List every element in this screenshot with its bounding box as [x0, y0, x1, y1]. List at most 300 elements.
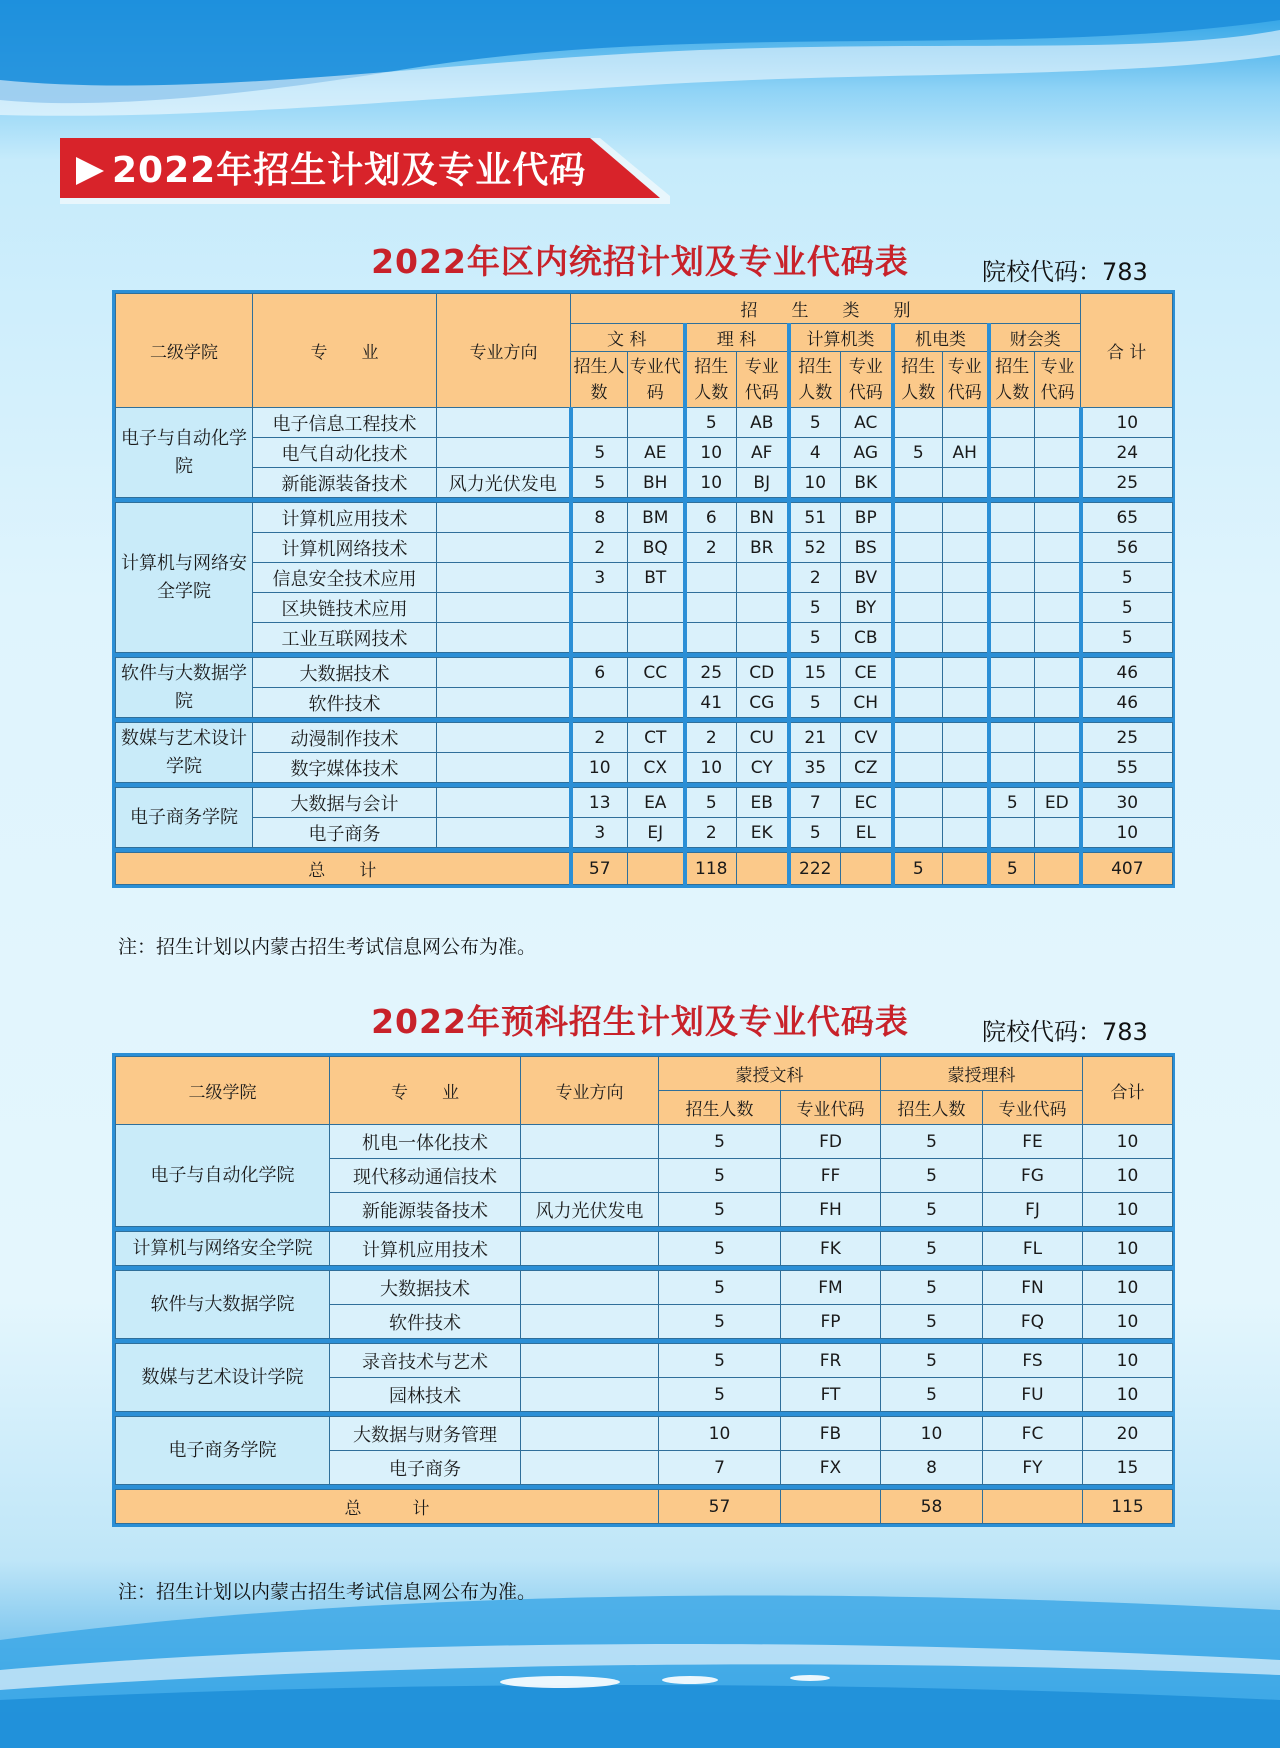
value-cell: 7 [659, 1451, 781, 1485]
t1-group-header: 文 科 [571, 324, 685, 352]
value-cell: FS [983, 1344, 1083, 1378]
value-cell [893, 658, 943, 688]
table-row [116, 563, 1173, 593]
total-row [116, 1490, 1173, 1524]
table1-school-code: 院校代码：783 [982, 258, 1148, 286]
value-cell: AG [841, 438, 893, 468]
value-cell: 10 [1083, 1193, 1173, 1227]
value-cell: 25 [1081, 723, 1173, 753]
value-cell: FR [781, 1344, 881, 1378]
total-value [737, 853, 789, 885]
value-cell: 7 [789, 788, 841, 818]
value-cell: FL [983, 1232, 1083, 1266]
value-cell: 2 [571, 723, 628, 753]
major-cell: 计算机网络技术 [253, 533, 437, 563]
total-value [1035, 853, 1081, 885]
t1-group-header: 计算机类 [789, 324, 893, 352]
value-cell: BK [841, 468, 893, 498]
value-cell: CY [737, 753, 789, 783]
value-cell: FE [983, 1125, 1083, 1159]
value-cell: 10 [1083, 1271, 1173, 1305]
direction-cell [521, 1125, 659, 1159]
total-value: 58 [881, 1490, 983, 1524]
value-cell [571, 593, 628, 623]
table-row [116, 753, 1173, 783]
value-cell: 5 [881, 1232, 983, 1266]
major-cell: 大数据与财务管理 [330, 1417, 521, 1451]
value-cell [1035, 563, 1081, 593]
value-cell [737, 623, 789, 653]
value-cell: FH [781, 1193, 881, 1227]
major-cell: 机电一体化技术 [330, 1125, 521, 1159]
value-cell: 5 [1081, 593, 1173, 623]
value-cell [989, 593, 1035, 623]
table1-title: 2022年区内统招计划及专业代码表 [371, 242, 909, 281]
direction-cell [521, 1451, 659, 1485]
value-cell [628, 623, 685, 653]
value-cell: EL [841, 818, 893, 848]
value-cell [943, 658, 989, 688]
value-cell: BS [841, 533, 893, 563]
total-value: 222 [789, 853, 841, 885]
value-cell [893, 723, 943, 753]
major-cell: 电子信息工程技术 [253, 408, 437, 438]
value-cell: BH [628, 468, 685, 498]
table1-note: 注：招生计划以内蒙古招生考试信息网公布为准。 [118, 936, 537, 958]
value-cell [893, 408, 943, 438]
major-cell: 大数据技术 [330, 1271, 521, 1305]
value-cell [1035, 623, 1081, 653]
value-cell: 25 [1081, 468, 1173, 498]
value-cell [989, 408, 1035, 438]
value-cell: 5 [1081, 563, 1173, 593]
value-cell: CD [737, 658, 789, 688]
value-cell [989, 658, 1035, 688]
t1-group-header: 机电类 [893, 324, 989, 352]
direction-cell [437, 593, 571, 623]
t1-group-header: 理 科 [685, 324, 789, 352]
table-row [116, 658, 1173, 688]
value-cell: AC [841, 408, 893, 438]
direction-cell [521, 1159, 659, 1193]
t2-sub-header-code: 专业代码 [781, 1091, 881, 1125]
value-cell: 5 [789, 688, 841, 718]
value-cell: 15 [1083, 1451, 1173, 1485]
value-cell [685, 563, 737, 593]
value-cell: 5 [659, 1193, 781, 1227]
value-cell [1035, 658, 1081, 688]
college-cell: 软件与大数据学院 [116, 1271, 330, 1339]
table-row [116, 593, 1173, 623]
direction-cell: 风力光伏发电 [437, 468, 571, 498]
major-cell: 现代移动通信技术 [330, 1159, 521, 1193]
value-cell: FY [983, 1451, 1083, 1485]
direction-cell [521, 1378, 659, 1412]
value-cell: FB [781, 1417, 881, 1451]
value-cell [1035, 753, 1081, 783]
value-cell: 5 [789, 408, 841, 438]
value-cell: CV [841, 723, 893, 753]
major-cell: 信息安全技术应用 [253, 563, 437, 593]
bottom-wave-decoration [0, 1580, 1280, 1748]
total-value: 115 [1083, 1490, 1173, 1524]
major-cell: 大数据技术 [253, 658, 437, 688]
total-value: 57 [659, 1490, 781, 1524]
value-cell [893, 688, 943, 718]
value-cell [685, 593, 737, 623]
table-row [116, 1344, 1173, 1378]
table-row [116, 468, 1173, 498]
value-cell [1035, 468, 1081, 498]
direction-cell [521, 1232, 659, 1266]
value-cell: FP [781, 1305, 881, 1339]
total-value: 57 [571, 853, 628, 885]
value-cell: 5 [659, 1378, 781, 1412]
value-cell: 13 [571, 788, 628, 818]
table-row [116, 438, 1173, 468]
value-cell: 5 [571, 438, 628, 468]
value-cell: 10 [1083, 1159, 1173, 1193]
value-cell: 5 [1081, 623, 1173, 653]
table-row [116, 1232, 1173, 1266]
t1-header-college: 二级学院 [116, 294, 253, 408]
direction-cell [437, 818, 571, 848]
value-cell [893, 503, 943, 533]
value-cell [943, 623, 989, 653]
value-cell: CB [841, 623, 893, 653]
college-cell: 数媒与艺术设计学院 [116, 1344, 330, 1412]
value-cell [893, 468, 943, 498]
college-cell: 数媒与艺术设计学院 [116, 723, 253, 783]
banner-title: 2022年招生计划及专业代码 [112, 150, 587, 191]
value-cell: EC [841, 788, 893, 818]
value-cell [989, 723, 1035, 753]
value-cell [1035, 408, 1081, 438]
value-cell: 56 [1081, 533, 1173, 563]
value-cell [989, 503, 1035, 533]
value-cell: 5 [659, 1344, 781, 1378]
t2-group-header: 蒙授文科 [659, 1057, 881, 1091]
t1-sub-header-code: 专业代码 [943, 352, 989, 408]
direction-cell [437, 408, 571, 438]
value-cell: 5 [881, 1305, 983, 1339]
college-cell: 电子与自动化学院 [116, 1125, 330, 1227]
direction-cell [521, 1417, 659, 1451]
value-cell: 55 [1081, 753, 1173, 783]
table2 [112, 1053, 1175, 1527]
total-label: 总 计 [116, 1490, 659, 1524]
t1-sub-header-count: 招生人数 [989, 352, 1035, 408]
major-cell: 计算机应用技术 [330, 1232, 521, 1266]
direction-cell [521, 1271, 659, 1305]
value-cell: 10 [1083, 1125, 1173, 1159]
total-value [841, 853, 893, 885]
value-cell [1035, 688, 1081, 718]
major-cell: 数字媒体技术 [253, 753, 437, 783]
value-cell: 41 [685, 688, 737, 718]
table-row [116, 788, 1173, 818]
value-cell: 5 [881, 1193, 983, 1227]
t1-header-direction: 专业方向 [437, 294, 571, 408]
value-cell: 10 [1081, 818, 1173, 848]
direction-cell [437, 533, 571, 563]
value-cell: 2 [789, 563, 841, 593]
t1-header-total: 合 计 [1081, 294, 1173, 408]
value-cell: 5 [659, 1159, 781, 1193]
value-cell: 5 [989, 788, 1035, 818]
t1-sub-header-code: 专业代码 [1035, 352, 1081, 408]
value-cell: 5 [659, 1125, 781, 1159]
direction-cell [437, 438, 571, 468]
total-row [116, 853, 1173, 885]
value-cell: 4 [789, 438, 841, 468]
value-cell: BT [628, 563, 685, 593]
value-cell: BR [737, 533, 789, 563]
value-cell: 10 [789, 468, 841, 498]
table-row [116, 1271, 1173, 1305]
value-cell: EJ [628, 818, 685, 848]
value-cell [1035, 593, 1081, 623]
value-cell: 5 [659, 1271, 781, 1305]
value-cell: 5 [789, 593, 841, 623]
major-cell: 电子商务 [253, 818, 437, 848]
value-cell [989, 563, 1035, 593]
value-cell [943, 788, 989, 818]
value-cell: AF [737, 438, 789, 468]
value-cell: 2 [571, 533, 628, 563]
table-row [116, 1125, 1173, 1159]
value-cell: 10 [1083, 1344, 1173, 1378]
direction-cell [437, 723, 571, 753]
major-cell: 新能源装备技术 [330, 1193, 521, 1227]
value-cell: BV [841, 563, 893, 593]
value-cell [989, 688, 1035, 718]
college-cell: 软件与大数据学院 [116, 658, 253, 718]
major-cell: 大数据与会计 [253, 788, 437, 818]
value-cell [628, 688, 685, 718]
value-cell: 5 [789, 818, 841, 848]
value-cell [943, 593, 989, 623]
value-cell: 20 [1083, 1417, 1173, 1451]
value-cell: 5 [881, 1378, 983, 1412]
table2-title: 2022年预科招生计划及专业代码表 [371, 1002, 909, 1041]
value-cell [571, 623, 628, 653]
direction-cell [437, 658, 571, 688]
value-cell: 35 [789, 753, 841, 783]
total-value: 5 [893, 853, 943, 885]
t2-sub-header-count: 招生人数 [881, 1091, 983, 1125]
value-cell: 5 [685, 788, 737, 818]
value-cell [1035, 503, 1081, 533]
play-arrow-icon [72, 153, 108, 189]
value-cell: 51 [789, 503, 841, 533]
table-row [116, 503, 1173, 533]
t2-header-total: 合计 [1083, 1057, 1173, 1125]
total-value: 5 [989, 853, 1035, 885]
value-cell: 5 [881, 1344, 983, 1378]
table-row [116, 688, 1173, 718]
major-cell: 区块链技术应用 [253, 593, 437, 623]
value-cell: FK [781, 1232, 881, 1266]
value-cell: 3 [571, 563, 628, 593]
value-cell: FT [781, 1378, 881, 1412]
major-cell: 录音技术与艺术 [330, 1344, 521, 1378]
direction-cell [437, 563, 571, 593]
table-row [116, 723, 1173, 753]
value-cell: FQ [983, 1305, 1083, 1339]
value-cell: 10 [685, 438, 737, 468]
t1-header-major: 专 业 [253, 294, 437, 408]
value-cell: 5 [881, 1271, 983, 1305]
major-cell: 计算机应用技术 [253, 503, 437, 533]
value-cell: 8 [571, 503, 628, 533]
value-cell: BM [628, 503, 685, 533]
value-cell: AB [737, 408, 789, 438]
value-cell: CZ [841, 753, 893, 783]
value-cell [893, 533, 943, 563]
value-cell: 5 [659, 1305, 781, 1339]
value-cell [893, 623, 943, 653]
value-cell: FG [983, 1159, 1083, 1193]
value-cell [737, 593, 789, 623]
value-cell: AH [943, 438, 989, 468]
value-cell: 46 [1081, 658, 1173, 688]
value-cell: FD [781, 1125, 881, 1159]
value-cell: CX [628, 753, 685, 783]
value-cell: AE [628, 438, 685, 468]
value-cell: 15 [789, 658, 841, 688]
t2-sub-header-count: 招生人数 [659, 1091, 781, 1125]
value-cell: 24 [1081, 438, 1173, 468]
direction-cell [437, 503, 571, 533]
value-cell [943, 503, 989, 533]
value-cell [628, 593, 685, 623]
value-cell: CH [841, 688, 893, 718]
value-cell [943, 723, 989, 753]
value-cell: FJ [983, 1193, 1083, 1227]
t1-sub-header-count: 招生人数 [893, 352, 943, 408]
t1-sub-header-code: 专业代码 [737, 352, 789, 408]
college-cell: 电子与自动化学院 [116, 408, 253, 498]
value-cell: CU [737, 723, 789, 753]
direction-cell: 风力光伏发电 [521, 1193, 659, 1227]
table-row [116, 408, 1173, 438]
value-cell: 6 [571, 658, 628, 688]
value-cell: CG [737, 688, 789, 718]
t1-sub-header-count: 招生人数 [571, 352, 628, 408]
major-cell: 电气自动化技术 [253, 438, 437, 468]
total-value [943, 853, 989, 885]
table-row [116, 623, 1173, 653]
value-cell [737, 563, 789, 593]
value-cell: CT [628, 723, 685, 753]
value-cell: FF [781, 1159, 881, 1193]
value-cell: 10 [571, 753, 628, 783]
value-cell: BP [841, 503, 893, 533]
value-cell: EK [737, 818, 789, 848]
major-cell: 动漫制作技术 [253, 723, 437, 753]
t2-header-major: 专 业 [330, 1057, 521, 1125]
value-cell: 5 [881, 1125, 983, 1159]
table-row [116, 1417, 1173, 1451]
value-cell: 5 [893, 438, 943, 468]
value-cell: 30 [1081, 788, 1173, 818]
value-cell [989, 438, 1035, 468]
t1-sub-header-code: 专业代码 [628, 352, 685, 408]
value-cell: 10 [685, 468, 737, 498]
total-value [983, 1490, 1083, 1524]
value-cell: FC [983, 1417, 1083, 1451]
t1-header-category: 招 生 类 别 [571, 294, 1081, 324]
value-cell [989, 818, 1035, 848]
major-cell: 软件技术 [253, 688, 437, 718]
college-cell: 电子商务学院 [116, 1417, 330, 1485]
value-cell [685, 623, 737, 653]
major-cell: 软件技术 [330, 1305, 521, 1339]
value-cell [943, 688, 989, 718]
value-cell: 2 [685, 723, 737, 753]
value-cell: 46 [1081, 688, 1173, 718]
value-cell [893, 593, 943, 623]
value-cell: 10 [1083, 1305, 1173, 1339]
table2-school-code: 院校代码：783 [982, 1018, 1148, 1046]
value-cell [989, 468, 1035, 498]
value-cell: 10 [1081, 408, 1173, 438]
value-cell [893, 818, 943, 848]
table-row [116, 818, 1173, 848]
major-cell: 电子商务 [330, 1451, 521, 1485]
value-cell [893, 788, 943, 818]
direction-cell [437, 788, 571, 818]
value-cell: 2 [685, 533, 737, 563]
value-cell [571, 688, 628, 718]
t1-sub-header-code: 专业代码 [841, 352, 893, 408]
value-cell: 2 [685, 818, 737, 848]
value-cell [943, 533, 989, 563]
t1-sub-header-count: 招生人数 [789, 352, 841, 408]
t2-sub-header-code: 专业代码 [983, 1091, 1083, 1125]
table1 [112, 290, 1175, 888]
value-cell [1035, 533, 1081, 563]
value-cell: 5 [659, 1232, 781, 1266]
total-label: 总 计 [116, 853, 571, 885]
t2-group-header: 蒙授理科 [881, 1057, 1083, 1091]
value-cell: 5 [789, 623, 841, 653]
value-cell [943, 468, 989, 498]
value-cell: FX [781, 1451, 881, 1485]
table-row [116, 533, 1173, 563]
value-cell: 6 [685, 503, 737, 533]
college-cell: 计算机与网络安全学院 [116, 503, 253, 653]
major-cell: 园林技术 [330, 1378, 521, 1412]
value-cell: BN [737, 503, 789, 533]
table2-note: 注：招生计划以内蒙古招生考试信息网公布为准。 [118, 1581, 537, 1603]
value-cell [1035, 723, 1081, 753]
direction-cell [521, 1305, 659, 1339]
value-cell: 10 [1083, 1232, 1173, 1266]
direction-cell [521, 1344, 659, 1378]
t1-group-header: 财会类 [989, 324, 1081, 352]
value-cell: 8 [881, 1451, 983, 1485]
value-cell: 5 [881, 1159, 983, 1193]
value-cell [628, 408, 685, 438]
direction-cell [437, 623, 571, 653]
value-cell: FN [983, 1271, 1083, 1305]
value-cell: CC [628, 658, 685, 688]
value-cell: FU [983, 1378, 1083, 1412]
value-cell: CE [841, 658, 893, 688]
value-cell: 5 [685, 408, 737, 438]
